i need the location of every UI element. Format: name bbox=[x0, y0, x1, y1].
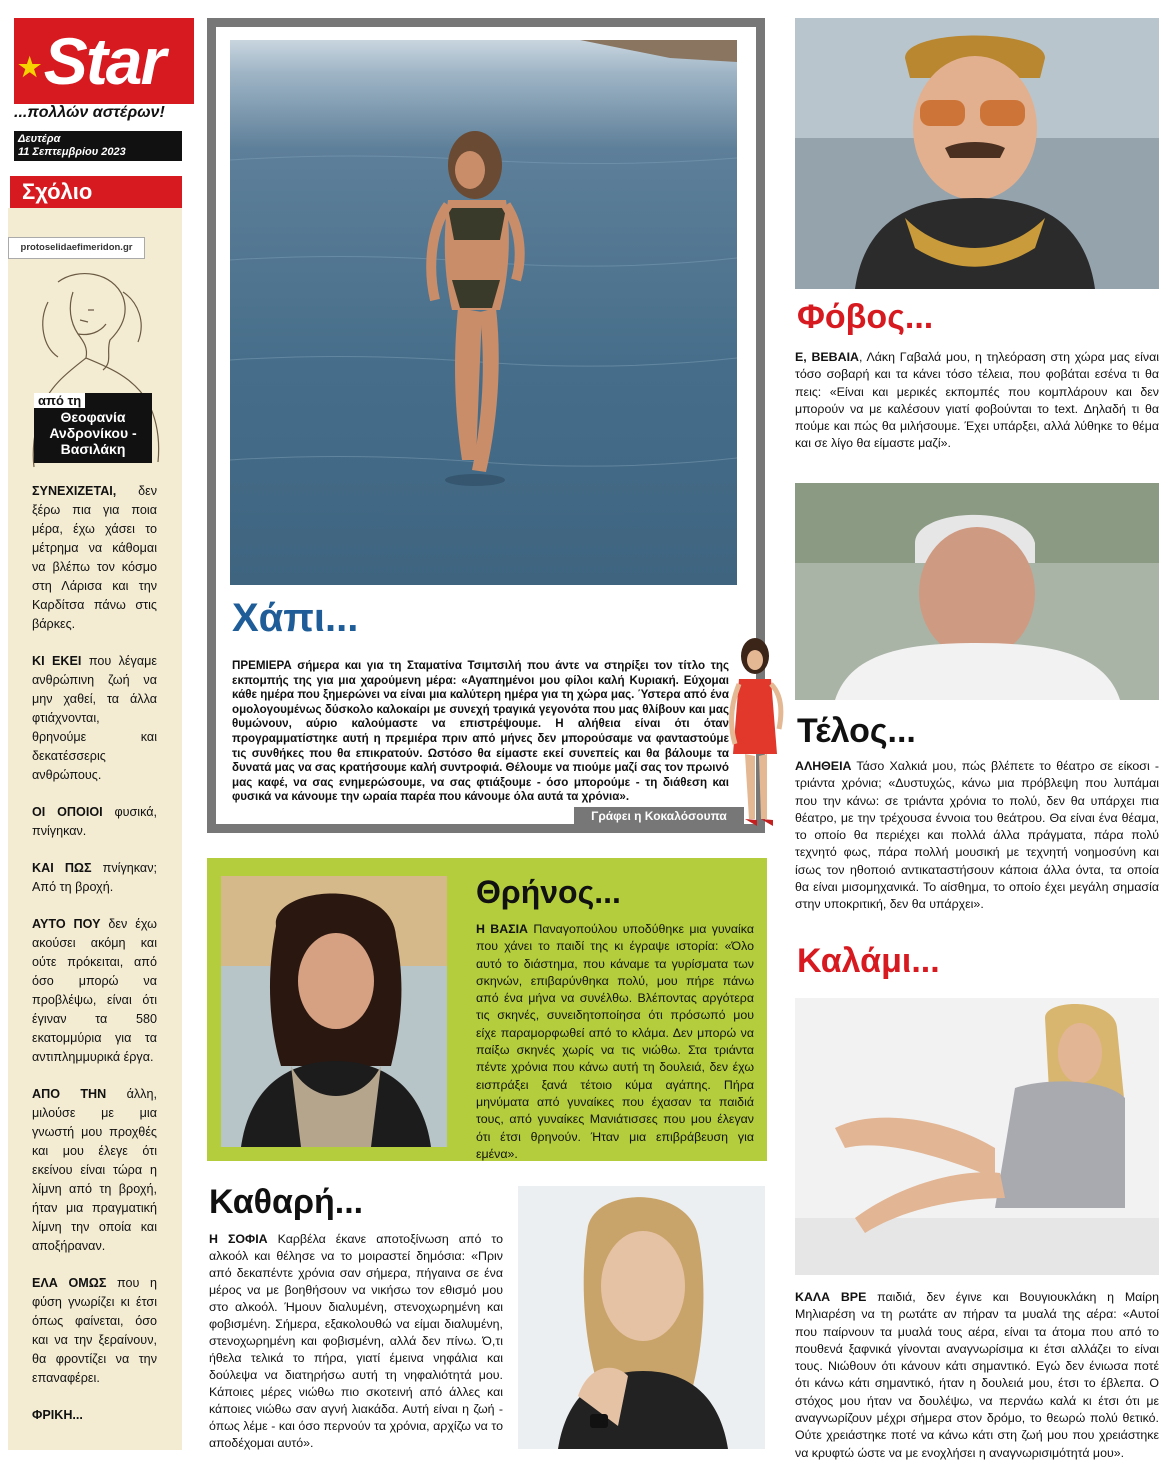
column-paragraph: ΣΥΝΕΧΙΖΕΤΑΙ, δεν ξέρω πια για ποια μέρα, έχω χάσει το μέτρημα να κάθομαι να βλέπω τον κόσμο στη Λάρισα και την Καρδίτσα πάνω στις βάρκες. bbox=[32, 484, 157, 631]
issue-weekday: Δευτέρα bbox=[18, 133, 61, 145]
telos-headline: Τέλος... bbox=[797, 712, 916, 750]
author-name: Θεοφανία Ανδρονίκου - Βασιλάκη bbox=[49, 409, 137, 457]
opinion-column-text bbox=[32, 482, 157, 1443]
column-paragraph: ΕΛΑ ΟΜΩΣ που η φύση γνωρίζει κι έτσι όπως φαίνεται, όσο και να την ξεραίνουν, θα φροντίζει να την επαναφέρει. bbox=[32, 1276, 157, 1385]
kalami-headline: Καλάμι... bbox=[797, 942, 940, 980]
kokalosoupa-mascot-illustration bbox=[725, 634, 785, 834]
column-paragraph: ΑΠΟ ΤΗΝ άλλη, μιλούσε με μια γνωστή μου προχθές και μου έλεγε ότι εκείνου είναι τώρα η λίμνη από τη βροχή, ήταν μια πραγματική λίμνη την οποία και αποξήραναν. bbox=[32, 1087, 157, 1253]
column-paragraph: ΑΥΤΟ ΠΟΥ δεν έχω ακούσει ακόμη και ούτε πρόκειται, από όσο μπορώ να προβλέψω, είναι ότι έγιναν τα 580 εκατομμύρια για τα αντιπλημμυρικά έργα. bbox=[32, 917, 157, 1064]
photo-sofia-karvela bbox=[518, 1186, 765, 1449]
photo-woman-in-sea bbox=[230, 40, 737, 585]
watermark: protoselidaefimeridon.gr bbox=[8, 237, 145, 259]
kathari-article-body: Η ΣΟΦΙΑ Καρβέλα έκανε αποτοξίνωση από το αλκοόλ και θέλησε να το μοιραστεί δημόσια: «Πριν από δεκαπέντε χρόνια σαν σήμερα, πήγαινα σε ένα μέρος να με βοηθήσουν να νικήσω τον εθισμό μου στο αλκοόλ. Ήμουν διαλυμένη, στενοχωρημένη και φοβισμένη. Σήμερα, εξακολουθώ να είμαι διαλυμένη, στενοχωρημένη και φοβισμένη, αλλά δεν πίνω. Ό,τι ήθελα τελικά το πήρα, γιατί έμεινα νηφάλια και δούλεψα να διατηρήσω αυτή τη νηφαλιότητά μου. Κάποιες μέρες νιώθω πιο σκοτεινή από άλλες και κάποιες νιώθω σαν αγνή λιακάδα. Αυτή είναι η ζωή - όπως λέμε - και όσο περνούν τα χρόνια, αρχίζω να το αποδέχομαι αυτό». bbox=[209, 1232, 503, 1450]
photo-laki-gavalas bbox=[795, 18, 1159, 289]
hapi-byline: Γράφει η Κοκαλόσουπα bbox=[574, 807, 744, 825]
author-box bbox=[34, 393, 152, 463]
section-label-scholio: Σχόλιο bbox=[10, 176, 182, 208]
star-logo bbox=[14, 18, 194, 104]
photo-mairi-miliaresi bbox=[795, 998, 1159, 1275]
column-paragraph: ΟΙ ΟΠΟΙΟΙ φυσικά, πνίγηκαν. bbox=[32, 805, 158, 838]
telos-article-body: ΑΛΗΘΕΙΑ Τάσο Χαλκιά μου, πώς βλέπετε το θέατρο σε είκοσι - τριάντα χρόνια; «Δυστυχώς, κάνω μια πρόβλεψη που λυπάμαι που την κάνω: σε τριάντα χρόνια το πολύ, δεν θα υπάρχει πια θέατρο, με την τρέχουσα έννοια του θεάτρου. Θα είναι ένα θέαμα, το οποίο θα περιέχει και πολλά άλλα πράγματα, πάρα πολύ τεχνητό φως, πάρα πολλή μουσική με τεχνητή νοημοσύνη και ίσως τον ηθοποιό αντικαταστήσουν κάποια άλλα όντα, τα οποία θα είναι μισομηχανικά. Το αίσθημα, το οποίο έχει μεγάλη σημασία στην υποκριτική, δεν θα υπάρχει». bbox=[795, 759, 1159, 912]
thrinos-article-body: Η ΒΑΣΙΑ Παναγοπούλου υποδύθηκε μια γυναίκα που χάνει το παιδί της κι έγραψε ιστορία: «Όλο αυτό το διάστημα, που κάναμε τα γυρίσματα των σκηνών, επιβαρύνθηκα πολύ, μου πήρε πάνω από ένα μήνα να συνέλθω. Βλέποντας αργότερα τις σκηνές, συνειδητοποίησα ότι πρόσωπό μου είχε παραμορφωθεί από το κλάμα. Δεν μπορώ να παίξω σκηνές χωρίς να τις νιώθω. Στα τριάντα πέντε χρόνια που κάνω αυτή τη δουλειά, δεν έχω εισπράξει ξανά τέτοιο κύμα αγάπης. Πήρα μηνύματα από γυναίκες που έχασαν τα παιδιά τους, από γυναίκες Μανιάτισσες που μου έλεγαν ότι έτσι θρηνούν. Ήταν μια επιβράβευση για εμένα». bbox=[476, 922, 754, 1161]
kathari-headline: Καθαρή... bbox=[209, 1183, 364, 1221]
column-paragraph: ΚΙ ΕΚΕΙ που λέγαμε ανθρώπινη ζωή να μην χαθεί, τα άλλα φτιάχνονται, θρηνούμε και δεκατέσσερις ανθρώπους. bbox=[32, 654, 157, 782]
issue-date bbox=[14, 131, 182, 161]
fovos-article-body: Ε, ΒΕΒΑΙΑ, Λάκη Γαβαλά μου, η τηλεόραση στη χώρα μας είναι τόσο σοβαρή και τα κάνει τόσο τέλεια, που φοβάται εσένα τι θα πεις: «Είναι και μερικές εκπομπές που κομπλάρουν και δεν μπορούν να με καλέσουν γιατί φοβούνται το text. Δηλαδή τι θα πούμε και πώς θα μιλήσουμε. Έχει υπάρξει, αλλά λύθηκε το θέμα και σε λίγο θα είμαστε μαζί». bbox=[795, 350, 1159, 451]
hapi-headline: Χάπι... bbox=[232, 596, 359, 640]
column-paragraph: ΦΡΙΚΗ... bbox=[32, 1408, 83, 1422]
thrinos-headline: Θρήνος... bbox=[476, 874, 621, 910]
hapi-article-body: ΠΡΕΜΙΕΡΑ σήμερα και για τη Σταματίνα Τσιμτσιλή που άντε να στηρίξει τον τίτλο της εκπομπής της για μια χαρούμενη μέρα: «Αγαπημένοι μου φίλοι καλή Κυριακή. Εύχομαι κάθε ημέρα που ξημερώνει να είναι μια καλύτερη ημέρα για τη χώρα μας. Ύστερα από ένα ομολογουμένως δύσκολο καλοκαίρι με συνεχή τραγικά γεγονότα που μας θλίβουν και μας θυμώνουν, αύριο καλούμαστε να επιστρέψουμε. Η αλήθεια είναι ότι όταν προγραμματίστηκε αυτή η πρεμιέρα πριν από μήνες δεν μπορούσαμε να φανταστούμε τις συνθήκες που θα επικρατούν. Ωστόσο θα είμαστε εκεί συνεπείς και θα βάλουμε τα δυνατά μας να σας κρατήσουμε καλή συντροφιά. Θέλουμε να πιούμε μαζί σας τον πρωινό μας καφέ, να σας ενημερώσουμε, να σας φτιάξουμε - όσο μπορούμε - τη διάθεση και φυσικά να κάνουμε την ωραία παρέα που κάνουμε όλα αυτά τα χρόνια». bbox=[232, 659, 729, 804]
fovos-headline: Φόβος... bbox=[797, 298, 934, 336]
issue-full-date: 11 Σεπτεμβρίου 2023 bbox=[18, 146, 126, 158]
photo-vasia-panagopoulou bbox=[221, 876, 447, 1147]
column-paragraph: ΚΑΙ ΠΩΣ πνίγηκαν; Από τη βροχή. bbox=[32, 861, 157, 894]
logo-text: Star bbox=[43, 24, 165, 98]
tagline: ...πολλών αστέρων! bbox=[14, 104, 165, 121]
photo-tasos-halkias bbox=[795, 483, 1159, 700]
author-from-label: από τη bbox=[34, 393, 85, 408]
kalami-article-body: ΚΑΛΑ ΒΡΕ παιδιά, δεν έγινε και Βουγιουκλάκη η Μαίρη Μηλιαρέση να τη ρωτάτε αν πήραν τα μυαλά της αέρα: «Αυτοί που παίρνουν τα μυαλά τους αέρα, είναι τα άτομα που από το πουθενά ξαφνικά γίνονται αναγνωρίσιμα κι έτσι αλλάζει το είναι τους. Νιώθουν ότι κάνουν κάτι σημαντικό. Εγώ δεν ένιωσα ποτέ ότι κάνω κάτι σημαντικό, ήταν η δουλειά μου, έτσι το έβλεπα. Ο στόχος μου ήταν να δουλέψω, να περνάω καλά κι έτσι ότι με αναγνωρίζουν μέχρι σήμερα στον δρόμο, το θεωρώ πολύ θετικό. Ούτε χρειάστηκε ποτέ να κάνω κάτι στη ζωή μου που χρειάστηκε να κρυφτώ ώστε να με ενοχλήσει η αναγνωρισιμότητά μου». bbox=[795, 1290, 1159, 1460]
star-shape-icon: ★ bbox=[18, 52, 40, 82]
